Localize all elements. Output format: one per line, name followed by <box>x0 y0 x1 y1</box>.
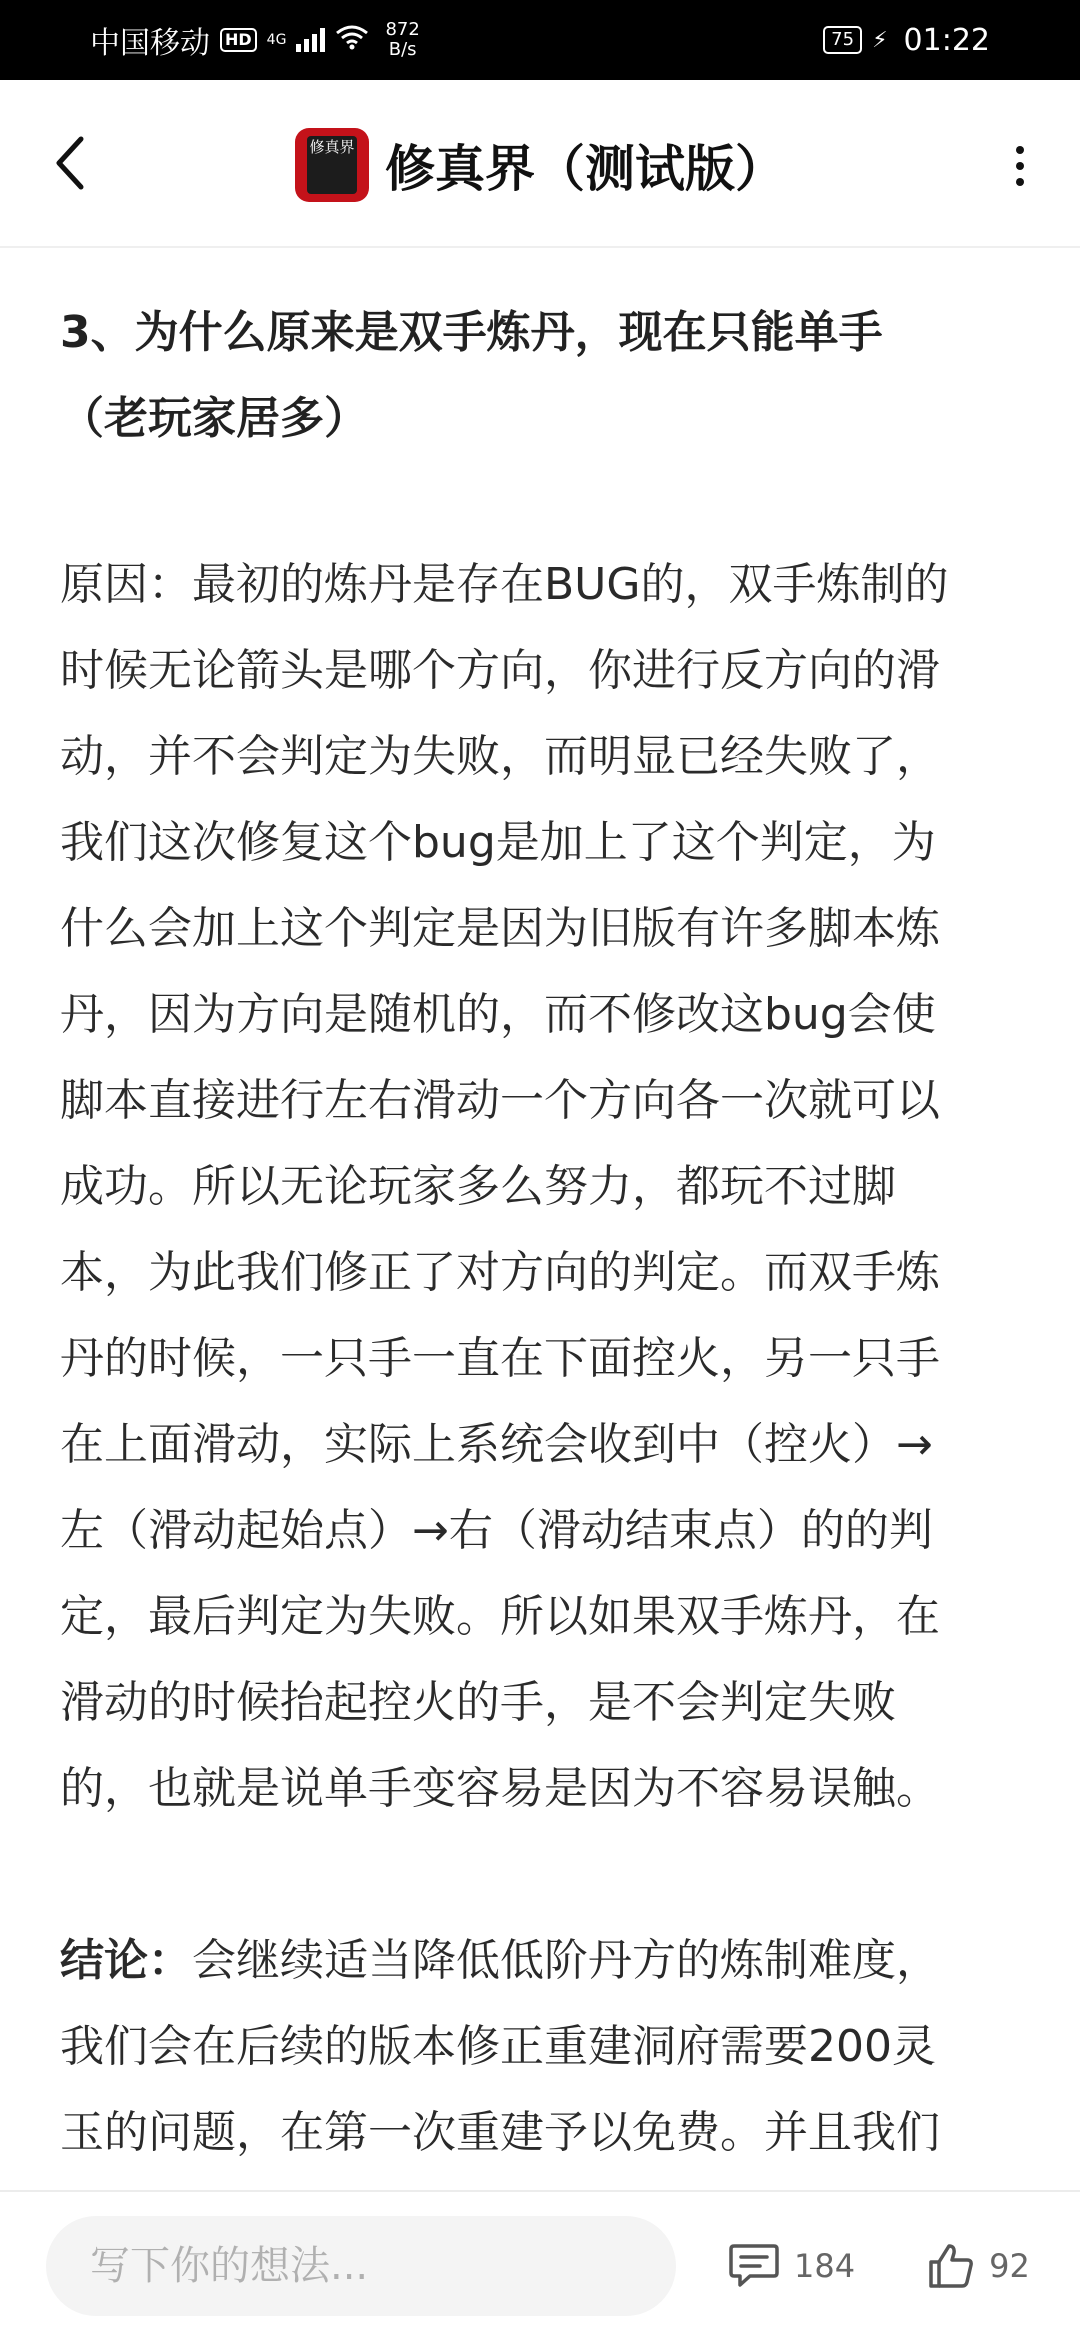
more-button[interactable] <box>1000 136 1040 196</box>
comment-bar <box>0 2190 1080 2340</box>
text-line: 左（滑动起始点）→右（滑动结束点）的的判 <box>60 1505 933 1556</box>
text-line: 滑动的时候抬起控火的手，是不会判定失败 <box>60 1677 896 1728</box>
text-line: 时候无论箭头是哪个方向，你进行反方向的滑 <box>60 645 940 696</box>
wifi-icon <box>335 23 369 58</box>
app-logo-mark: 修真界 <box>307 136 357 194</box>
text-line: 原因：最初的炼丹是存在BUG的，双手炼制的 <box>60 559 949 610</box>
conclusion-first-line: 会继续适当降低低阶丹方的炼制难度， <box>192 1935 940 1986</box>
carrier-label: 中国移动 <box>90 26 210 61</box>
more-dot <box>1016 146 1024 154</box>
text-line: 我们这次修复这个bug是加上了这个判定，为 <box>60 817 936 868</box>
text-line: 玉的问题，在第一次重建予以免费。并且我们 <box>60 2107 940 2158</box>
heading-line: 3、为什么原来是双手炼丹，现在只能单手 <box>60 307 883 358</box>
text-line: 在上面滑动，实际上系统会收到中（控火）→ <box>60 1419 933 1470</box>
status-left <box>90 18 420 62</box>
comment-count: 184 <box>794 2247 856 2285</box>
text-line: 什么会加上这个判定是因为旧版有许多脚本炼 <box>60 903 940 954</box>
text-line: 丹，因为方向是随机的，而不修改这bug会使 <box>60 989 936 1040</box>
conclusion-label: 结论： <box>60 1935 192 1986</box>
title-group <box>0 128 1080 202</box>
text-line: 本，为此我们修正了对方向的判定。而双手炼 <box>60 1247 940 1298</box>
more-dot <box>1016 162 1024 170</box>
like-button[interactable] <box>927 2242 1030 2290</box>
section-heading <box>60 290 1020 462</box>
clock: 01:22 <box>903 22 990 58</box>
reason-paragraph <box>60 542 1020 1832</box>
more-dot <box>1016 178 1024 186</box>
network-type-label: 4G <box>266 32 287 48</box>
page-title: 修真界（测试版） <box>385 140 785 198</box>
charging-icon: ⚡ <box>872 27 888 53</box>
hd-badge: HD <box>220 28 257 52</box>
signal-icon <box>296 28 325 52</box>
app-logo <box>295 128 369 202</box>
text-line: 脚本直接进行左右滑动一个方向各一次就可以 <box>60 1075 940 1126</box>
heading-line: （老玩家居多） <box>60 393 368 444</box>
article-content <box>60 290 1020 2176</box>
text-line: 定，最后判定为失败。所以如果双手炼丹，在 <box>60 1591 940 1642</box>
status-bar <box>0 0 1080 80</box>
speed-unit: B/s <box>388 39 417 60</box>
text-line <box>60 1918 1020 2004</box>
text-line: 丹的时候，一只手一直在下面控火，另一只手 <box>60 1333 940 1384</box>
comment-input[interactable] <box>46 2216 676 2316</box>
comment-icon <box>728 2242 780 2290</box>
text-line: 动，并不会判定为失败，而明显已经失败了， <box>60 731 940 782</box>
network-speed <box>385 20 419 60</box>
text-line: 的，也就是说单手变容易是因为不容易误触。 <box>60 1763 940 1814</box>
thumbs-up-icon <box>927 2242 975 2290</box>
text-line: 成功。所以无论玩家多么努力，都玩不过脚 <box>60 1161 896 1212</box>
conclusion-paragraph <box>60 1918 1020 2176</box>
battery-level: 75 <box>831 29 855 50</box>
comment-button[interactable] <box>728 2242 855 2290</box>
speed-value: 872 <box>385 19 420 40</box>
like-count: 92 <box>989 2247 1030 2285</box>
app-header <box>0 80 1080 248</box>
battery-icon <box>823 26 862 54</box>
text-line: 我们会在后续的版本修正重建洞府需要200灵 <box>60 2021 936 2072</box>
status-right <box>823 23 990 58</box>
